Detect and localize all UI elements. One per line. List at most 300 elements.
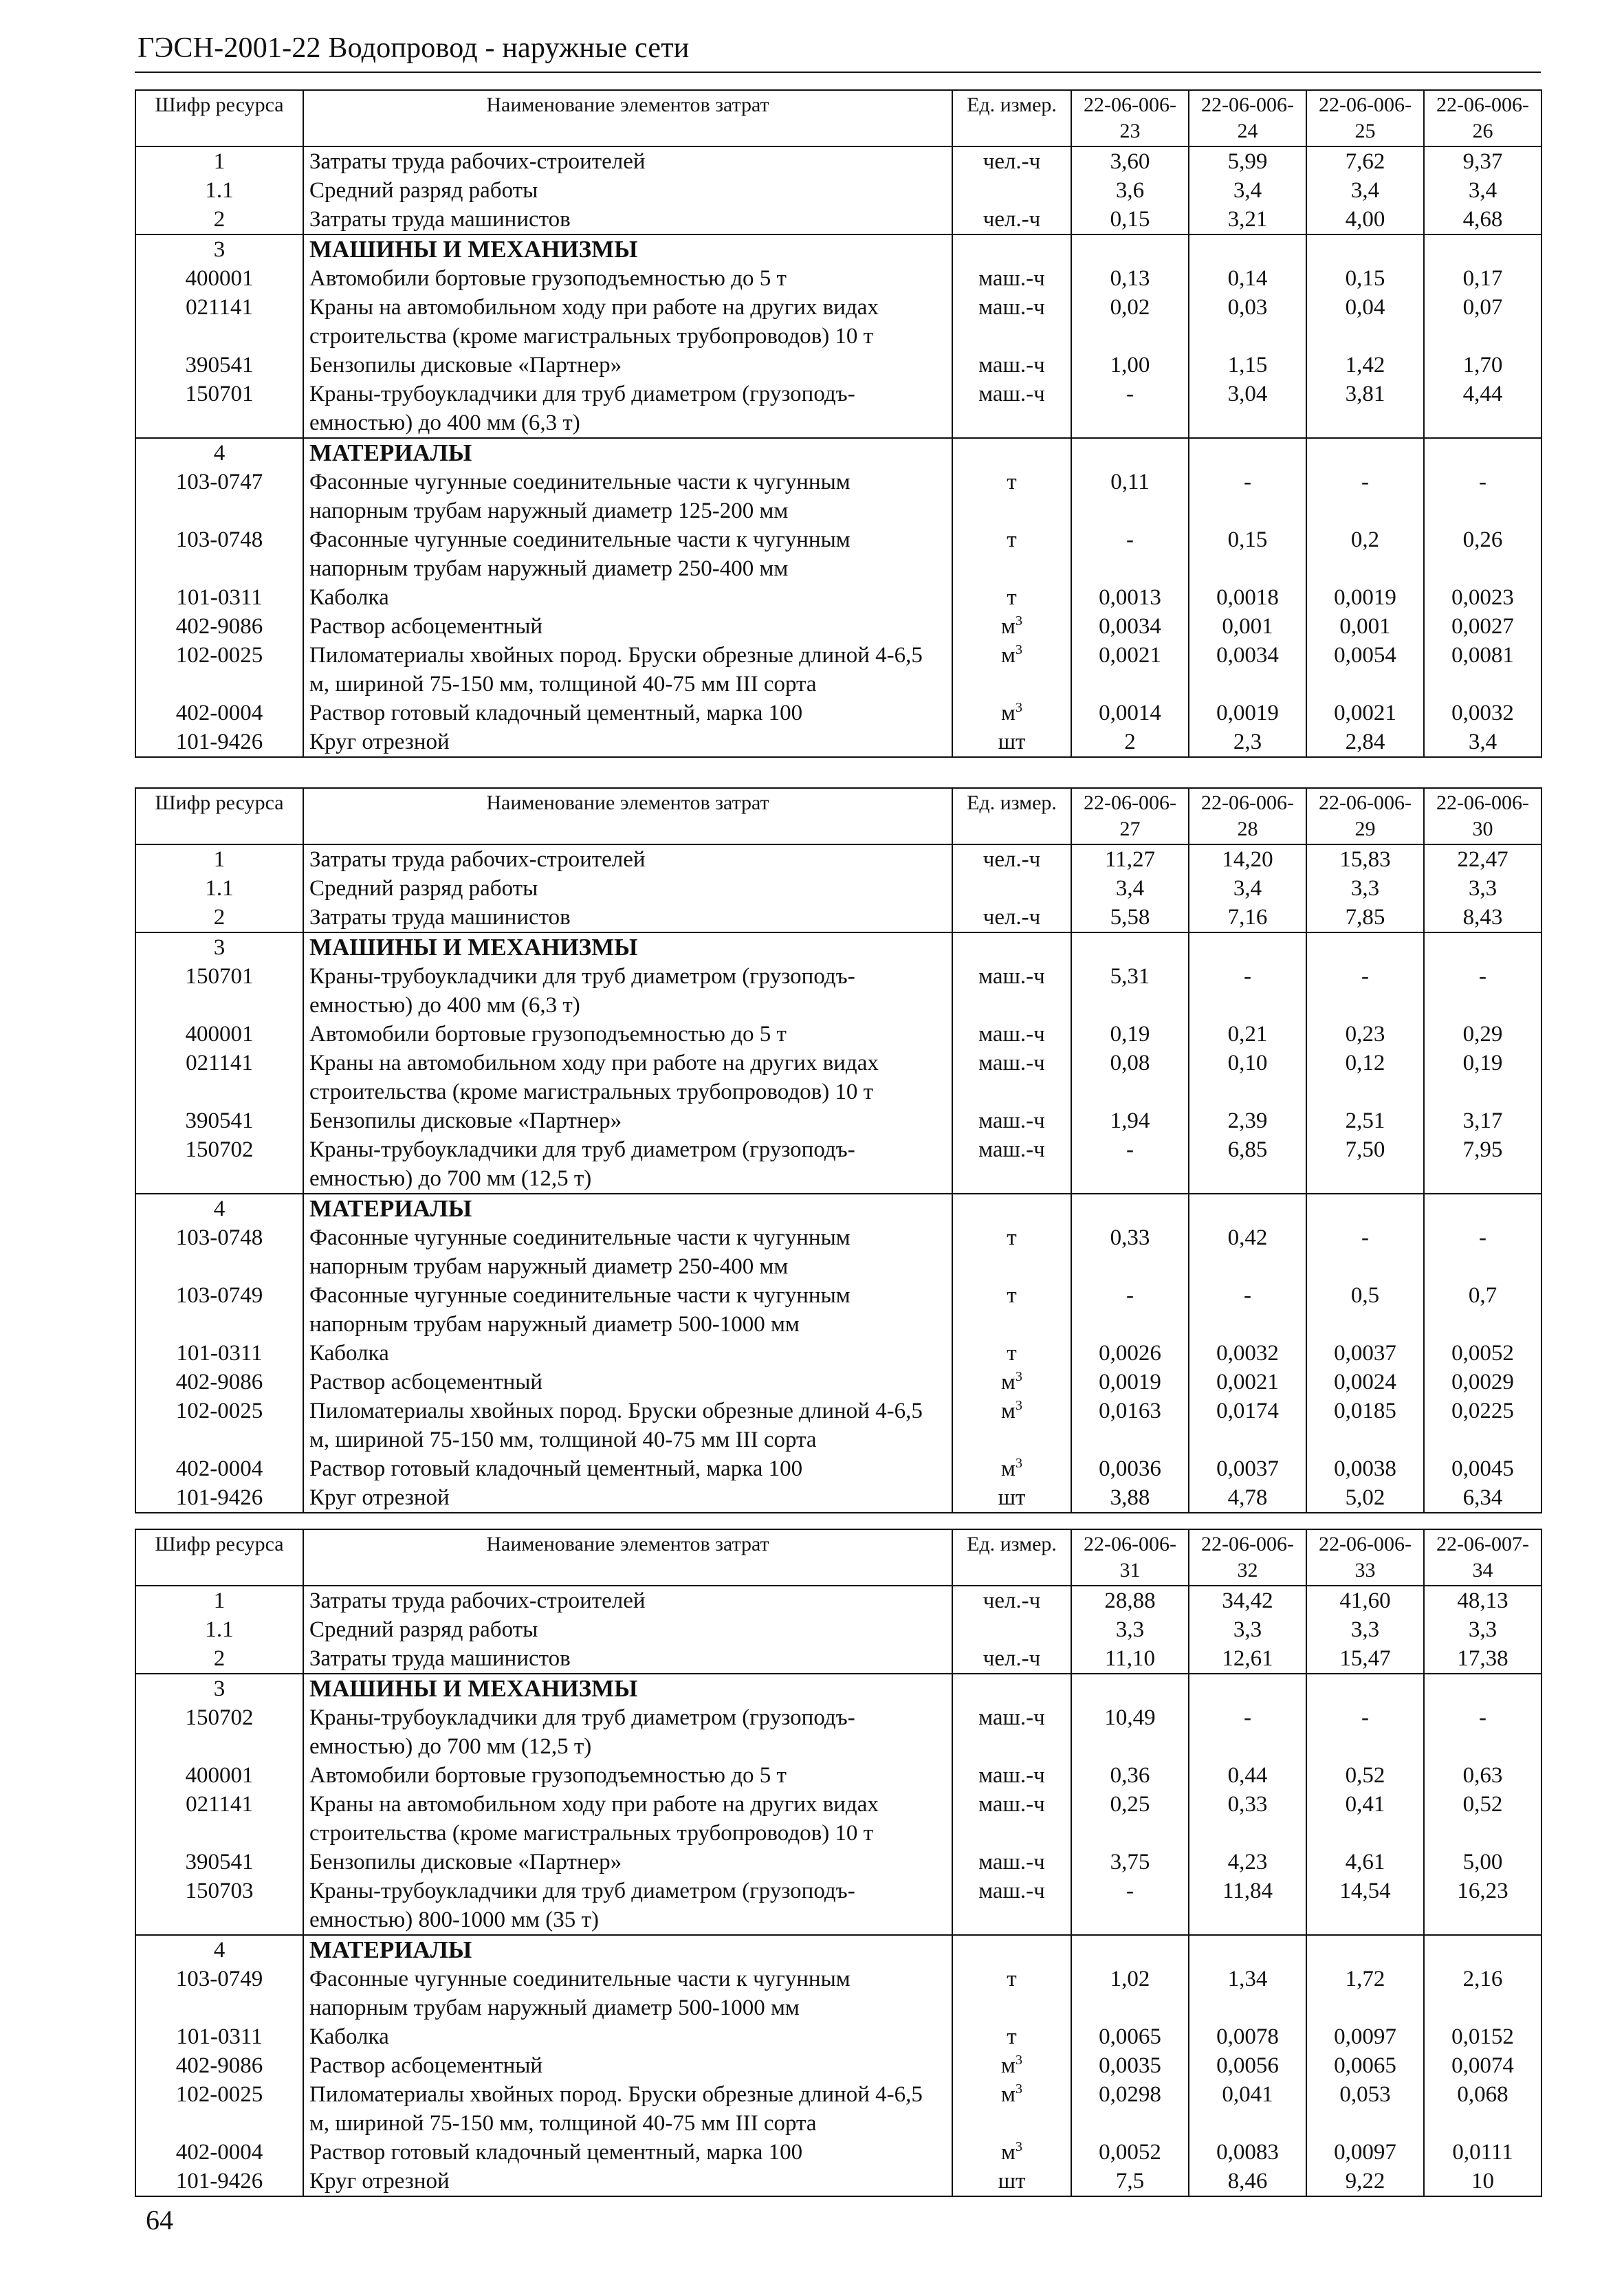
value-cell: 0,0163 bbox=[1071, 1397, 1189, 1454]
resource-name: Затраты труда машинистов bbox=[303, 205, 952, 234]
table-row bbox=[135, 874, 1541, 903]
value-cell: 0,08 bbox=[1071, 1049, 1189, 1106]
resource-name: Раствор готовый кладочный цементный, марка 100 bbox=[303, 2138, 952, 2167]
value-cell: 0,0027 bbox=[1424, 612, 1541, 641]
empty-cell bbox=[1189, 932, 1306, 962]
value-cell: 0,15 bbox=[1071, 205, 1189, 234]
resource-code: 1 bbox=[135, 146, 303, 176]
value-cell: 3,21 bbox=[1189, 205, 1306, 234]
resource-name: Затраты труда машинистов bbox=[303, 903, 952, 932]
empty-cell bbox=[1424, 932, 1541, 962]
value-cell: 3,60 bbox=[1071, 146, 1189, 176]
column-header-unit: Ед. измер. bbox=[952, 1529, 1071, 1586]
value-cell: 0,0021 bbox=[1189, 1368, 1306, 1397]
resource-code: 103-0749 bbox=[135, 1965, 303, 2022]
unit-cell bbox=[952, 1281, 1071, 1339]
value-cell: 3,4 bbox=[1189, 874, 1306, 903]
resource-name: Пиломатериалы хвойных пород. Бруски обрезные длиной 4-6,5 м, шириной 75-150 мм, толщиной 40-75 мм III сорта bbox=[303, 1397, 952, 1454]
value-cell: 5,99 bbox=[1189, 146, 1306, 176]
resource-name: Круг отрезной bbox=[303, 2167, 952, 2196]
table-row bbox=[135, 1586, 1541, 1615]
value-cell: 0,0174 bbox=[1189, 1397, 1306, 1454]
value-cell: 0,068 bbox=[1424, 2080, 1541, 2138]
unit-cell bbox=[952, 699, 1071, 728]
value-cell: - bbox=[1306, 962, 1424, 1020]
value-cell: 0,63 bbox=[1424, 1761, 1541, 1790]
table-row bbox=[135, 1877, 1541, 1935]
resource-name: Фасонные чугунные соединительные части к чугунным напорным трубам наружный диаметр 500-1000 мм bbox=[303, 1281, 952, 1339]
value-cell: 9,37 bbox=[1424, 146, 1541, 176]
value-cell: 0,44 bbox=[1189, 1761, 1306, 1790]
value-cell: 0,13 bbox=[1071, 264, 1189, 293]
resource-name: Автомобили бортовые грузоподъемностью до 5 т bbox=[303, 1020, 952, 1049]
resource-name: Раствор асбоцементный bbox=[303, 612, 952, 641]
resource-name: Краны на автомобильном ходу при работе на других видах строительства (кроме магистральных трубопроводов) 10 т bbox=[303, 1049, 952, 1106]
value-cell: 0,12 bbox=[1306, 1049, 1424, 1106]
value-cell: 5,31 bbox=[1071, 962, 1189, 1020]
section-title-row bbox=[135, 1674, 1541, 1703]
value-cell: 17,38 bbox=[1424, 1644, 1541, 1674]
value-cell: 0,29 bbox=[1424, 1020, 1541, 1049]
table-row bbox=[135, 612, 1541, 641]
unit-cell bbox=[952, 1965, 1071, 2022]
value-cell: 0,0052 bbox=[1424, 1339, 1541, 1368]
value-cell: 12,61 bbox=[1189, 1644, 1306, 1674]
resource-code: 1 bbox=[135, 844, 303, 874]
unit-cell bbox=[952, 351, 1071, 380]
unit-text: т bbox=[1007, 2024, 1017, 2049]
value-cell: 0,0056 bbox=[1189, 2051, 1306, 2080]
value-cell: 5,58 bbox=[1071, 903, 1189, 932]
value-cell: 5,02 bbox=[1306, 1483, 1424, 1513]
value-cell: 3,6 bbox=[1071, 176, 1189, 205]
unit-text: м bbox=[1001, 1456, 1016, 1481]
value-cell: - bbox=[1071, 1281, 1189, 1339]
value-cell: - bbox=[1071, 380, 1189, 438]
unit-text: маш.-ч bbox=[978, 353, 1045, 378]
empty-cell bbox=[952, 1935, 1071, 1965]
table-row bbox=[135, 1848, 1541, 1877]
empty-cell bbox=[1306, 1674, 1424, 1703]
table-row bbox=[135, 146, 1541, 176]
resource-name: Фасонные чугунные соединительные части к чугунным напорным трубам наружный диаметр 500-1000 мм bbox=[303, 1965, 952, 2022]
value-cell: 7,95 bbox=[1424, 1135, 1541, 1194]
value-cell: 4,68 bbox=[1424, 205, 1541, 234]
resource-name: Затраты труда рабочих-строителей bbox=[303, 146, 952, 176]
resource-code: 103-0748 bbox=[135, 525, 303, 583]
resource-code: 103-0748 bbox=[135, 1223, 303, 1281]
value-cell: 0,33 bbox=[1189, 1790, 1306, 1848]
value-cell: 3,81 bbox=[1306, 380, 1424, 438]
resource-code: 101-0311 bbox=[135, 2022, 303, 2051]
resource-table-2 bbox=[135, 787, 1542, 1513]
unit-cell bbox=[952, 205, 1071, 234]
unit-cell bbox=[952, 2080, 1071, 2138]
unit-cell bbox=[952, 146, 1071, 176]
table-row bbox=[135, 1281, 1541, 1339]
unit-cell bbox=[952, 2022, 1071, 2051]
resource-name: Каболка bbox=[303, 1339, 952, 1368]
value-cell: 0,14 bbox=[1189, 264, 1306, 293]
unit-text: м bbox=[1001, 614, 1016, 639]
unit-text: маш.-ч bbox=[978, 1792, 1045, 1817]
unit-text: чел.-ч bbox=[983, 905, 1041, 930]
empty-cell bbox=[1071, 1935, 1189, 1965]
unit-text: чел.-ч bbox=[983, 847, 1041, 872]
value-cell: - bbox=[1306, 1223, 1424, 1281]
unit-text: маш.-ч bbox=[978, 295, 1045, 320]
unit-text: м bbox=[1001, 1370, 1016, 1395]
resource-code: 400001 bbox=[135, 1020, 303, 1049]
value-cell: - bbox=[1424, 962, 1541, 1020]
unit-cell bbox=[952, 264, 1071, 293]
unit-cell bbox=[952, 1049, 1071, 1106]
section-title: МАШИНЫ И МЕХАНИЗМЫ bbox=[303, 932, 952, 962]
unit-superscript: 3 bbox=[1015, 1398, 1022, 1413]
unit-text: маш.-ч bbox=[978, 1879, 1045, 1903]
section-code: 4 bbox=[135, 1935, 303, 1965]
value-cell: 0,0035 bbox=[1071, 2051, 1189, 2080]
resource-code: 2 bbox=[135, 205, 303, 234]
value-cell: 0,0034 bbox=[1189, 641, 1306, 699]
unit-cell bbox=[952, 1339, 1071, 1368]
unit-superscript: 3 bbox=[1015, 613, 1022, 628]
table-header-row bbox=[135, 90, 1541, 146]
column-header-norm-code: 22-06-006-24 bbox=[1189, 90, 1306, 146]
value-cell: 0,0021 bbox=[1071, 641, 1189, 699]
unit-text: т bbox=[1007, 470, 1017, 494]
unit-cell bbox=[952, 1586, 1071, 1615]
unit-cell bbox=[952, 2167, 1071, 2196]
unit-text: т bbox=[1007, 1225, 1017, 1250]
value-cell: 0,15 bbox=[1306, 264, 1424, 293]
unit-cell bbox=[952, 903, 1071, 932]
column-header-norm-code: 22-06-006-30 bbox=[1424, 788, 1541, 844]
empty-cell bbox=[1189, 1935, 1306, 1965]
value-cell: 0,0019 bbox=[1189, 699, 1306, 728]
empty-cell bbox=[1071, 438, 1189, 468]
column-header-norm-code: 22-06-006-25 bbox=[1306, 90, 1424, 146]
value-cell: 0,0037 bbox=[1189, 1454, 1306, 1483]
resource-name: Автомобили бортовые грузоподъемностью до 5 т bbox=[303, 264, 952, 293]
value-cell: - bbox=[1071, 525, 1189, 583]
unit-cell bbox=[952, 874, 1071, 903]
table-row bbox=[135, 1761, 1541, 1790]
unit-superscript: 3 bbox=[1015, 1456, 1022, 1471]
value-cell: 0,19 bbox=[1071, 1020, 1189, 1049]
value-cell: 14,20 bbox=[1189, 844, 1306, 874]
empty-cell bbox=[1071, 932, 1189, 962]
value-cell: 2 bbox=[1071, 728, 1189, 757]
table-row bbox=[135, 1368, 1541, 1397]
table-row bbox=[135, 2080, 1541, 2138]
value-cell: 3,3 bbox=[1306, 1615, 1424, 1644]
unit-text: маш.-ч bbox=[978, 1705, 1045, 1730]
value-cell: 3,3 bbox=[1424, 874, 1541, 903]
value-cell: 0,42 bbox=[1189, 1223, 1306, 1281]
value-cell: 0,0097 bbox=[1306, 2138, 1424, 2167]
value-cell: 15,83 bbox=[1306, 844, 1424, 874]
value-cell: 3,04 bbox=[1189, 380, 1306, 438]
empty-cell bbox=[1306, 234, 1424, 264]
value-cell: 11,27 bbox=[1071, 844, 1189, 874]
unit-cell bbox=[952, 1703, 1071, 1761]
empty-cell bbox=[1071, 1194, 1189, 1223]
unit-text: маш.-ч bbox=[978, 1108, 1045, 1133]
column-header-code: Шифр ресурса bbox=[135, 788, 303, 844]
value-cell: 0,0065 bbox=[1071, 2022, 1189, 2051]
value-cell: 11,84 bbox=[1189, 1877, 1306, 1935]
value-cell: 0,0225 bbox=[1424, 1397, 1541, 1454]
section-code: 4 bbox=[135, 438, 303, 468]
unit-cell bbox=[952, 380, 1071, 438]
resource-code: 103-0747 bbox=[135, 468, 303, 525]
section-title-row bbox=[135, 1194, 1541, 1223]
empty-cell bbox=[952, 1674, 1071, 1703]
value-cell: 0,21 bbox=[1189, 1020, 1306, 1049]
value-cell: 2,39 bbox=[1189, 1106, 1306, 1135]
unit-text: маш.-ч bbox=[978, 1022, 1045, 1047]
unit-text: маш.-ч bbox=[978, 266, 1045, 291]
value-cell: - bbox=[1306, 1703, 1424, 1761]
table-row bbox=[135, 962, 1541, 1020]
table-row bbox=[135, 1615, 1541, 1644]
table-row bbox=[135, 205, 1541, 234]
unit-cell bbox=[952, 1877, 1071, 1935]
value-cell: 3,3 bbox=[1424, 1615, 1541, 1644]
value-cell: 0,0081 bbox=[1424, 641, 1541, 699]
value-cell: 48,13 bbox=[1424, 1586, 1541, 1615]
value-cell: 3,75 bbox=[1071, 1848, 1189, 1877]
value-cell: 3,3 bbox=[1189, 1615, 1306, 1644]
unit-cell bbox=[952, 1397, 1071, 1454]
value-cell: 2,16 bbox=[1424, 1965, 1541, 2022]
value-cell: 0,0014 bbox=[1071, 699, 1189, 728]
table-row bbox=[135, 2022, 1541, 2051]
column-header-code: Шифр ресурса bbox=[135, 90, 303, 146]
value-cell: 3,4 bbox=[1424, 176, 1541, 205]
resource-code: 1.1 bbox=[135, 1615, 303, 1644]
empty-cell bbox=[1306, 932, 1424, 962]
empty-cell bbox=[1424, 438, 1541, 468]
section-title: МАШИНЫ И МЕХАНИЗМЫ bbox=[303, 234, 952, 264]
section-title-row bbox=[135, 1935, 1541, 1965]
resource-code: 402-9086 bbox=[135, 1368, 303, 1397]
section-title-row bbox=[135, 234, 1541, 264]
resource-name: Пиломатериалы хвойных пород. Бруски обрезные длиной 4-6,5 м, шириной 75-150 мм, толщиной 40-75 мм III сорта bbox=[303, 641, 952, 699]
value-cell: - bbox=[1071, 1135, 1189, 1194]
resource-name: Круг отрезной bbox=[303, 1483, 952, 1513]
value-cell: 0,0065 bbox=[1306, 2051, 1424, 2080]
value-cell: 0,33 bbox=[1071, 1223, 1189, 1281]
unit-text: м bbox=[1001, 2140, 1016, 2165]
resource-name: Круг отрезной bbox=[303, 728, 952, 757]
value-cell: 0,0026 bbox=[1071, 1339, 1189, 1368]
table-header-row bbox=[135, 788, 1541, 844]
unit-text: т bbox=[1007, 1341, 1017, 1366]
empty-cell bbox=[1189, 438, 1306, 468]
value-cell: - bbox=[1306, 468, 1424, 525]
unit-text: м bbox=[1001, 2082, 1016, 2107]
unit-cell bbox=[952, 1368, 1071, 1397]
column-header-norm-code: 22-06-006-29 bbox=[1306, 788, 1424, 844]
resource-code: 390541 bbox=[135, 1106, 303, 1135]
table-row bbox=[135, 1339, 1541, 1368]
resource-code: 021141 bbox=[135, 1049, 303, 1106]
value-cell: 0,17 bbox=[1424, 264, 1541, 293]
resource-code: 390541 bbox=[135, 1848, 303, 1877]
table-row bbox=[135, 844, 1541, 874]
running-title: ГЭСН-2001-22 Водопровод - наружные сети bbox=[138, 32, 690, 64]
unit-cell bbox=[952, 1106, 1071, 1135]
value-cell: 6,85 bbox=[1189, 1135, 1306, 1194]
value-cell: 2,51 bbox=[1306, 1106, 1424, 1135]
empty-cell bbox=[1424, 1674, 1541, 1703]
resource-code: 150701 bbox=[135, 962, 303, 1020]
value-cell: 7,85 bbox=[1306, 903, 1424, 932]
value-cell: 1,72 bbox=[1306, 1965, 1424, 2022]
value-cell: 0,0097 bbox=[1306, 2022, 1424, 2051]
value-cell: - bbox=[1424, 468, 1541, 525]
empty-cell bbox=[952, 932, 1071, 962]
empty-cell bbox=[1424, 1194, 1541, 1223]
unit-cell bbox=[952, 728, 1071, 757]
unit-text: маш.-ч bbox=[978, 1850, 1045, 1874]
unit-text: чел.-ч bbox=[983, 149, 1041, 174]
unit-text: м bbox=[1001, 701, 1016, 725]
unit-cell bbox=[952, 1644, 1071, 1674]
resource-code: 402-9086 bbox=[135, 2051, 303, 2080]
unit-text: м bbox=[1001, 1399, 1016, 1423]
value-cell: 1,00 bbox=[1071, 351, 1189, 380]
unit-cell bbox=[952, 1454, 1071, 1483]
value-cell: 0,0054 bbox=[1306, 641, 1424, 699]
value-cell: 0,0019 bbox=[1306, 583, 1424, 612]
value-cell: 4,00 bbox=[1306, 205, 1424, 234]
empty-cell bbox=[1189, 1674, 1306, 1703]
value-cell: 4,23 bbox=[1189, 1848, 1306, 1877]
empty-cell bbox=[952, 1194, 1071, 1223]
column-header-norm-code: 22-06-006-27 bbox=[1071, 788, 1189, 844]
unit-superscript: 3 bbox=[1015, 2053, 1022, 2068]
value-cell: 0,0019 bbox=[1071, 1368, 1189, 1397]
resource-name: Средний разряд работы bbox=[303, 1615, 952, 1644]
value-cell: 0,0037 bbox=[1306, 1339, 1424, 1368]
empty-cell bbox=[1306, 438, 1424, 468]
value-cell: 0,0111 bbox=[1424, 2138, 1541, 2167]
table-row bbox=[135, 1965, 1541, 2022]
empty-cell bbox=[1189, 234, 1306, 264]
unit-text: шт bbox=[998, 2169, 1026, 2194]
resource-code: 150701 bbox=[135, 380, 303, 438]
value-cell: 22,47 bbox=[1424, 844, 1541, 874]
table-row bbox=[135, 1483, 1541, 1513]
table-row bbox=[135, 1106, 1541, 1135]
resource-name: Бензопилы дисковые «Партнер» bbox=[303, 1848, 952, 1877]
resource-code: 150702 bbox=[135, 1703, 303, 1761]
column-header-norm-code: 22-06-006-32 bbox=[1189, 1529, 1306, 1586]
resource-name: Фасонные чугунные соединительные части к чугунным напорным трубам наружный диаметр 125-200 мм bbox=[303, 468, 952, 525]
value-cell: 0,001 bbox=[1306, 612, 1424, 641]
column-header-norm-code: 22-06-006-26 bbox=[1424, 90, 1541, 146]
value-cell: 0,0024 bbox=[1306, 1368, 1424, 1397]
resource-name: Каболка bbox=[303, 583, 952, 612]
column-header-unit: Ед. измер. bbox=[952, 788, 1071, 844]
value-cell: 4,44 bbox=[1424, 380, 1541, 438]
resource-code: 2 bbox=[135, 1644, 303, 1674]
table-row bbox=[135, 1020, 1541, 1049]
empty-cell bbox=[1071, 234, 1189, 264]
unit-cell bbox=[952, 1761, 1071, 1790]
unit-superscript: 3 bbox=[1015, 642, 1022, 657]
table-row bbox=[135, 1644, 1541, 1674]
section-title: МАТЕРИАЛЫ bbox=[303, 1935, 952, 1965]
resource-code: 021141 bbox=[135, 1790, 303, 1848]
resource-code: 101-9426 bbox=[135, 2167, 303, 2196]
resource-name: Краны-трубоукладчики для труб диаметром (грузоподъ-емностью) до 400 мм (6,3 т) bbox=[303, 380, 952, 438]
value-cell: 0,0298 bbox=[1071, 2080, 1189, 2138]
value-cell: 0,0034 bbox=[1071, 612, 1189, 641]
value-cell: 0,0083 bbox=[1189, 2138, 1306, 2167]
value-cell: 10,49 bbox=[1071, 1703, 1189, 1761]
resource-name: Пиломатериалы хвойных пород. Бруски обрезные длиной 4-6,5 м, шириной 75-150 мм, толщиной 40-75 мм III сорта bbox=[303, 2080, 952, 2138]
resource-name: Раствор готовый кладочный цементный, марка 100 bbox=[303, 1454, 952, 1483]
table-header-row bbox=[135, 1529, 1541, 1586]
value-cell: 0,2 bbox=[1306, 525, 1424, 583]
unit-cell bbox=[952, 1483, 1071, 1513]
value-cell: 3,3 bbox=[1071, 1615, 1189, 1644]
value-cell: 0,0036 bbox=[1071, 1454, 1189, 1483]
resource-code: 400001 bbox=[135, 1761, 303, 1790]
unit-text: чел.-ч bbox=[983, 1646, 1041, 1671]
value-cell: 3,4 bbox=[1424, 728, 1541, 757]
value-cell: - bbox=[1424, 1223, 1541, 1281]
resource-table-1 bbox=[135, 89, 1542, 758]
unit-cell bbox=[952, 2051, 1071, 2080]
value-cell: - bbox=[1189, 1703, 1306, 1761]
unit-text: маш.-ч bbox=[978, 382, 1045, 406]
value-cell: 1,94 bbox=[1071, 1106, 1189, 1135]
resource-code: 2 bbox=[135, 903, 303, 932]
unit-superscript: 3 bbox=[1015, 700, 1022, 715]
value-cell: 0,0152 bbox=[1424, 2022, 1541, 2051]
value-cell: 0,03 bbox=[1189, 293, 1306, 351]
table-row bbox=[135, 1454, 1541, 1483]
value-cell: 0,0029 bbox=[1424, 1368, 1541, 1397]
table-row bbox=[135, 1223, 1541, 1281]
section-code: 3 bbox=[135, 234, 303, 264]
unit-text: маш.-ч bbox=[978, 964, 1045, 989]
unit-cell bbox=[952, 583, 1071, 612]
column-header-code: Шифр ресурса bbox=[135, 1529, 303, 1586]
unit-superscript: 3 bbox=[1015, 2139, 1022, 2154]
empty-cell bbox=[1306, 1935, 1424, 1965]
value-cell: 1,34 bbox=[1189, 1965, 1306, 2022]
value-cell: 3,4 bbox=[1189, 176, 1306, 205]
resource-name: Затраты труда рабочих-строителей bbox=[303, 1586, 952, 1615]
resource-code: 150703 bbox=[135, 1877, 303, 1935]
resource-code: 390541 bbox=[135, 351, 303, 380]
resource-name: Бензопилы дисковые «Партнер» bbox=[303, 351, 952, 380]
value-cell: 0,041 bbox=[1189, 2080, 1306, 2138]
unit-cell bbox=[952, 525, 1071, 583]
value-cell: 3,4 bbox=[1071, 874, 1189, 903]
section-title: МАТЕРИАЛЫ bbox=[303, 1194, 952, 1223]
value-cell: 10 bbox=[1424, 2167, 1541, 2196]
resource-code: 402-0004 bbox=[135, 2138, 303, 2167]
table-row bbox=[135, 1703, 1541, 1761]
value-cell: 0,0018 bbox=[1189, 583, 1306, 612]
